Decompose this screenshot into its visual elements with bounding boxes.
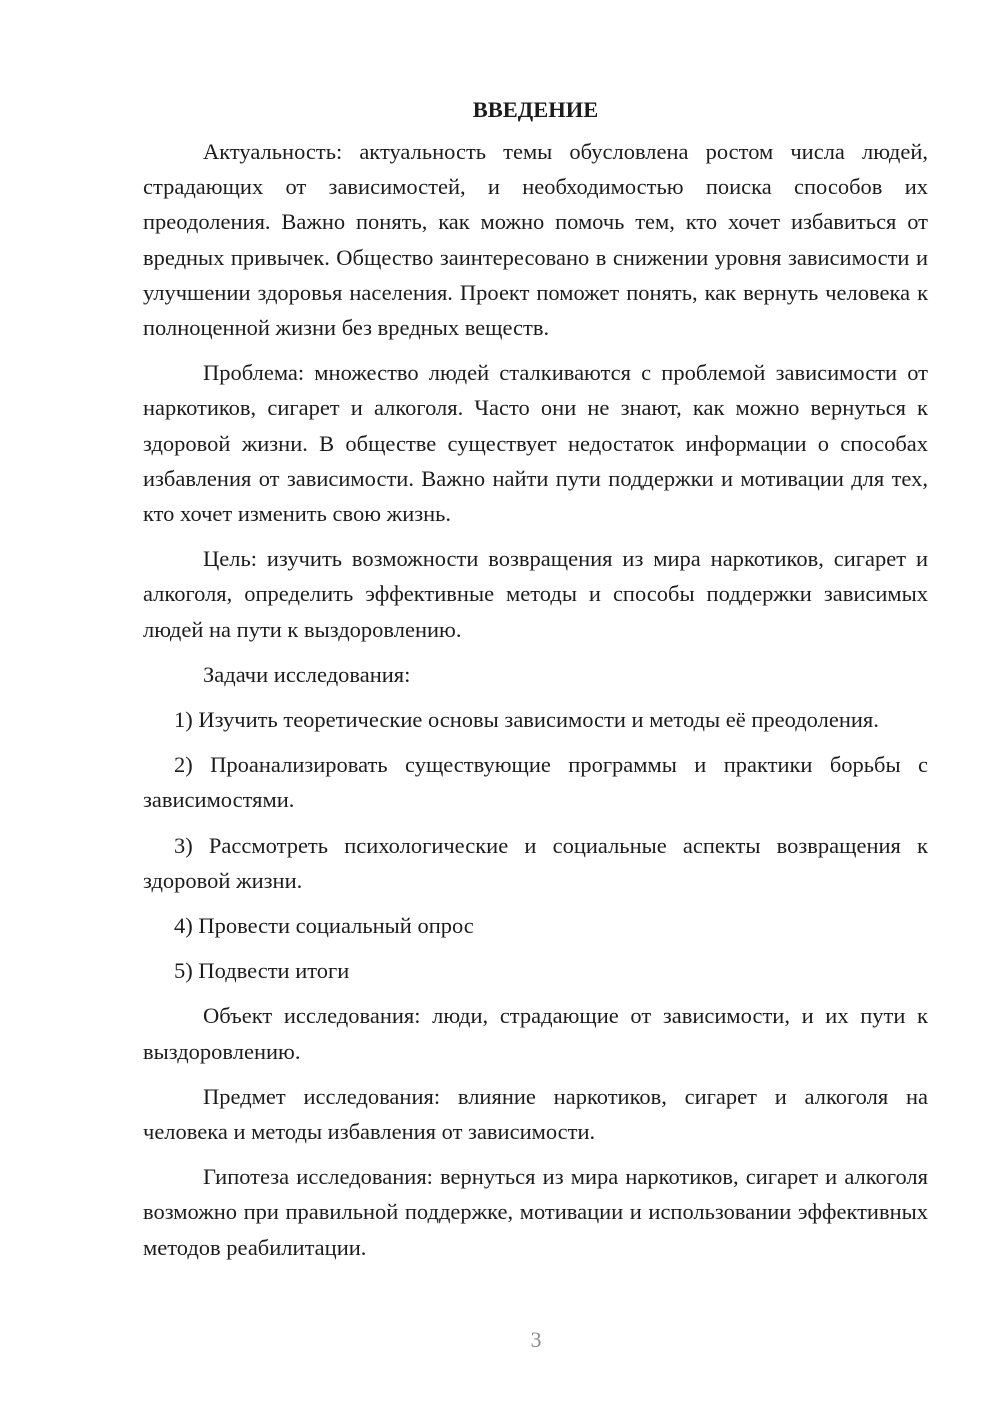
document-page [143, 92, 928, 1275]
relevance-paragraph: Актуальность: актуальность темы обусловлена ростом числа людей, страдающих от зависимостей, и необходимостью поиска способов их преодоления. Важно понять, как можно помочь тем, кто хочет избавиться от вредных привычек. Общество заинтересовано в снижении уровня зависимости и улучшении здоровья населения. Проект поможет понять, как вернуть человека к полноценной жизни без вредных веществ. [143, 139, 928, 341]
task-item: 5) Подвести итоги [174, 958, 350, 984]
subject-paragraph: Предмет исследования: влияние наркотиков, сигарет и алкоголя на человека и методы избавления от зависимости. [143, 1083, 928, 1145]
tasks-heading: Задачи исследования: [203, 661, 411, 687]
goal-paragraph: Цель: изучить возможности возвращения из мира наркотиков, сигарет и алкоголя, определить эффективные методы и способы поддержки зависимых людей на пути к выздоровлению. [143, 546, 928, 642]
task-item: 2) Проанализировать существующие программы и практики борьбы с зависимостями. [143, 752, 928, 813]
tasks-list [143, 702, 928, 988]
page-number: 3 [530, 1327, 542, 1352]
task-item: 1) Изучить теоретические основы зависимости и методы её преодоления. [174, 707, 879, 733]
page-title: ВВЕДЕНИЕ [472, 97, 599, 122]
hypothesis-paragraph: Гипотеза исследования: вернуться из мира наркотиков, сигарет и алкоголя возможно при правильной поддержке, мотивации и использовании эффективных методов реабилитации. [143, 1164, 928, 1260]
object-paragraph: Объект исследования: люди, страдающие от зависимости, и их пути к выздоровлению. [143, 1003, 928, 1064]
task-item: 3) Рассмотреть психологические и социальные аспекты возвращения к здоровой жизни. [143, 832, 928, 893]
problem-paragraph: Проблема: множество людей сталкиваются с проблемой зависимости от наркотиков, сигарет и алкоголя. Часто они не знают, как можно вернуться к здоровой жизни. В обществе существует недостаток информации о способах избавления от зависимости. Важно найти пути поддержки и мотивации для тех, кто хочет изменить свою жизнь. [143, 360, 928, 527]
task-item: 4) Провести социальный опрос [174, 913, 474, 939]
